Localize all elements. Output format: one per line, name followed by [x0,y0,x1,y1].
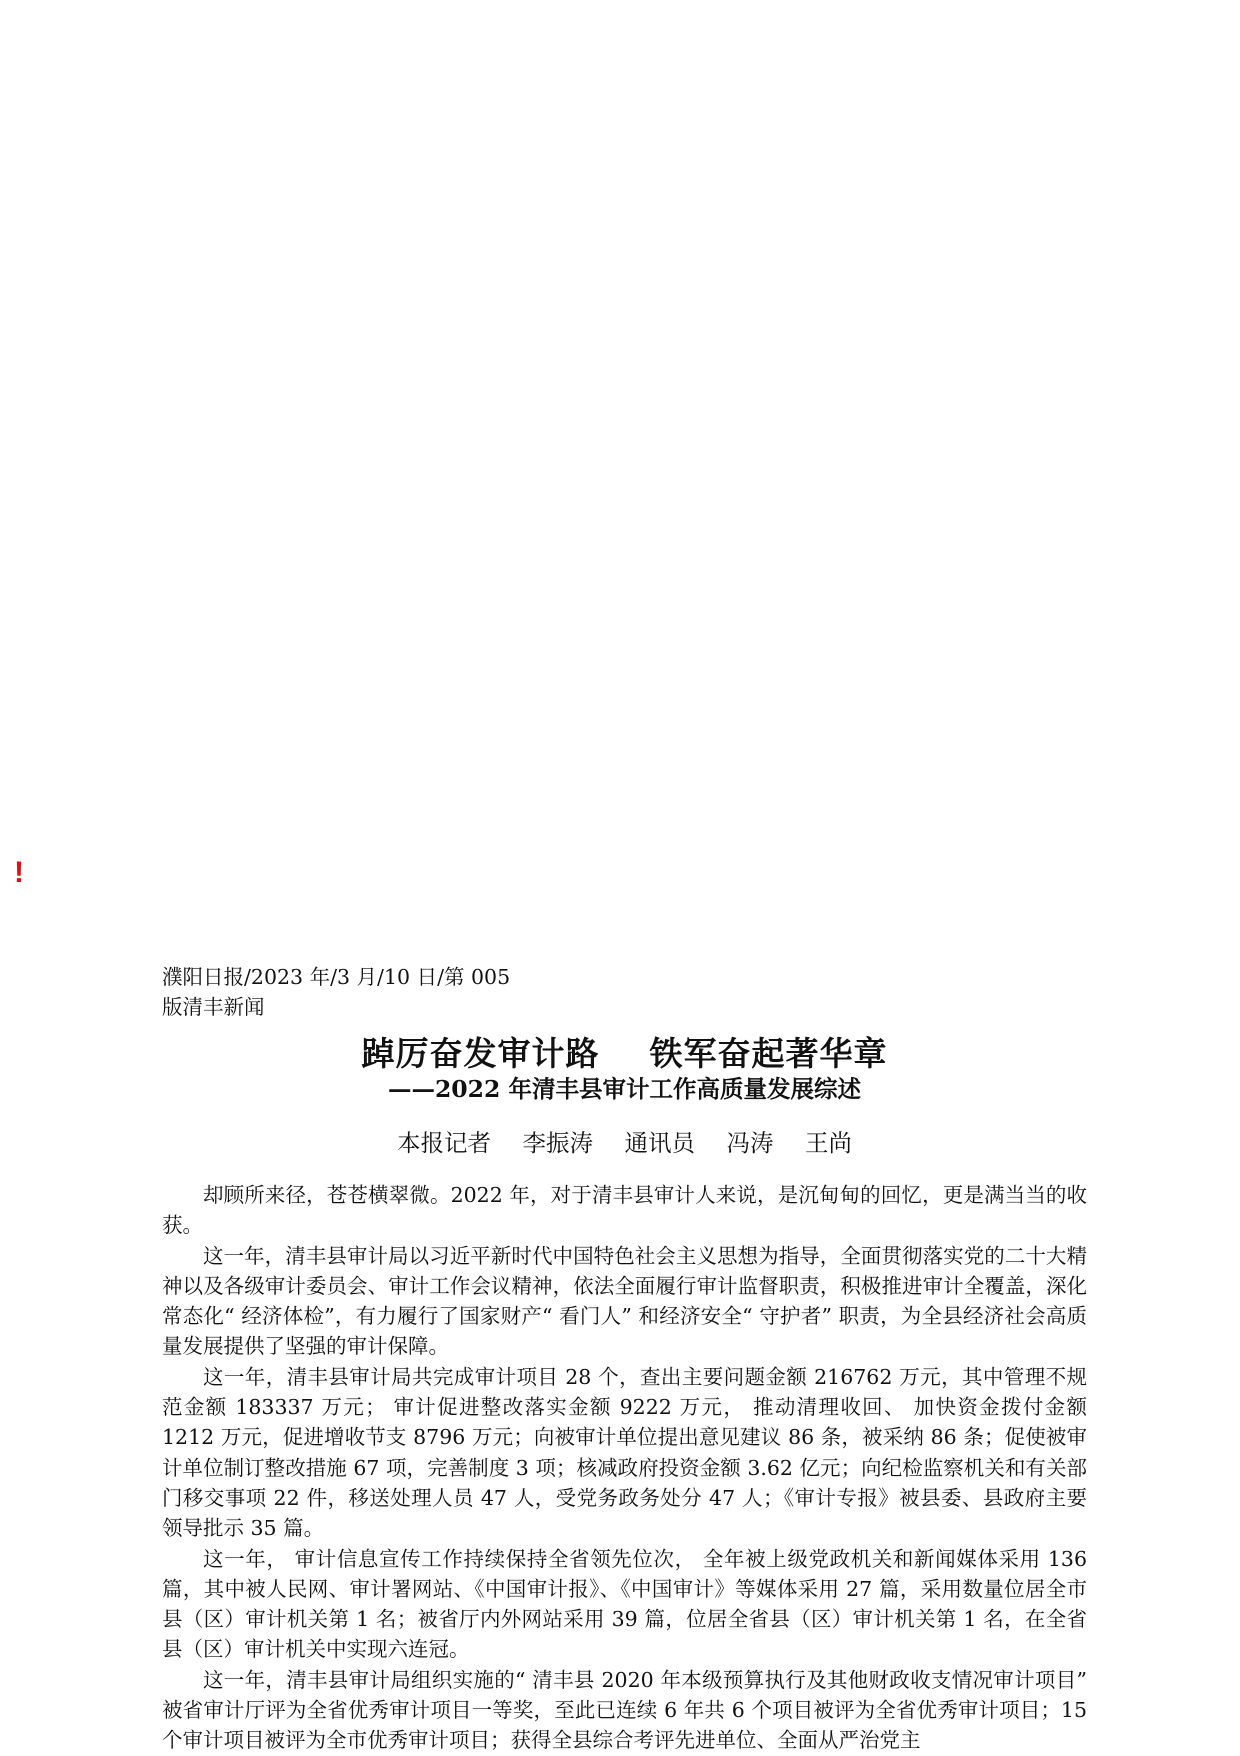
red-exclamation-mark: ! [14,856,24,889]
article-body [162,1180,1087,1756]
byline-name-3: 王尚 [804,1129,852,1157]
byline-role-reporter: 本报记者 [397,1129,492,1157]
article [162,962,1087,1756]
article-subtitle: ——2022 年清丰县审计工作高质量发展综述 [387,1075,862,1103]
byline-role-correspondent: 通讯员 [624,1129,695,1157]
article-title: 踔厉奋发审计路 铁军奋起著华章 [361,1034,888,1073]
byline [162,1128,1087,1158]
paragraph: 这一年，清丰县审计局共完成审计项目 28 个，查出主要问题金额 216762 万元，其中管理不规范金额 183337 万元； 审计促进整改落实金额 9222 万元， 推动清理收回、 加快资金拨付金额 1212 万元，促进增收节支 8796 万元；向被审计单位提出意见建议 86 条，被采纳 86 条；促使被审计单位制订整改措施 67 项，完善制度 3 项；核减政府投资金额 3.62 亿元；向纪检监察机关和有关部门移交事项 22 件，移送处理人员 47 人，受党务政务处分 47 人；《审计专报》被县委、县政府主要领导批示 35 篇。 [162,1364,1087,1541]
paragraph: 这一年，清丰县审计局以习近平新时代中国特色社会主义思想为指导，全面贯彻落实党的二十大精神以及各级审计委员会、审计工作会议精神，依法全面履行审计监督职责，积极推进审计全覆盖，深化常态化“ 经济体检”，有力履行了国家财产“ 看门人” 和经济安全“ 守护者” 职责，为全县经济社会高质量发展提供了坚强的审计保障。 [162,1243,1087,1359]
byline-name-1: 李振涛 [522,1129,594,1157]
paragraph: 这一年，清丰县审计局组织实施的“ 清丰县 2020 年本级预算执行及其他财政收支情况审计项目” 被省审计厅评为全省优秀审计项目一等奖，至此已连续 6 年共 6 个项目被评为全省优秀审计项目；15 个审计项目被评为全市优秀审计项目；获得全县综合考评先进单位、全面从严治党主 [162,1667,1087,1753]
paragraph: 这一年， 审计信息宣传工作持续保持全省领先位次， 全年被上级党政机关和新闻媒体采用 136 篇，其中被人民网、审计署网站、《中国审计报》、《中国审计》等媒体采用 27 篇，采用数量位居全市县（区）审计机关第 1 名；被省厅内外网站采用 39 篇，位居全省县（区）审计机关第 1 名，在全省县（区）审计机关中实现六连冠。 [162,1546,1087,1662]
byline-name-2: 冯涛 [726,1129,774,1157]
paragraph: 却顾所来径，苍苍横翠微。2022 年，对于清丰县审计人来说，是沉甸甸的回忆，更是满当当的收获。 [162,1183,1087,1238]
dateline: 濮阳日报/2023 年/3 月/10 日/第 005 版清丰新闻 [162,965,511,1019]
